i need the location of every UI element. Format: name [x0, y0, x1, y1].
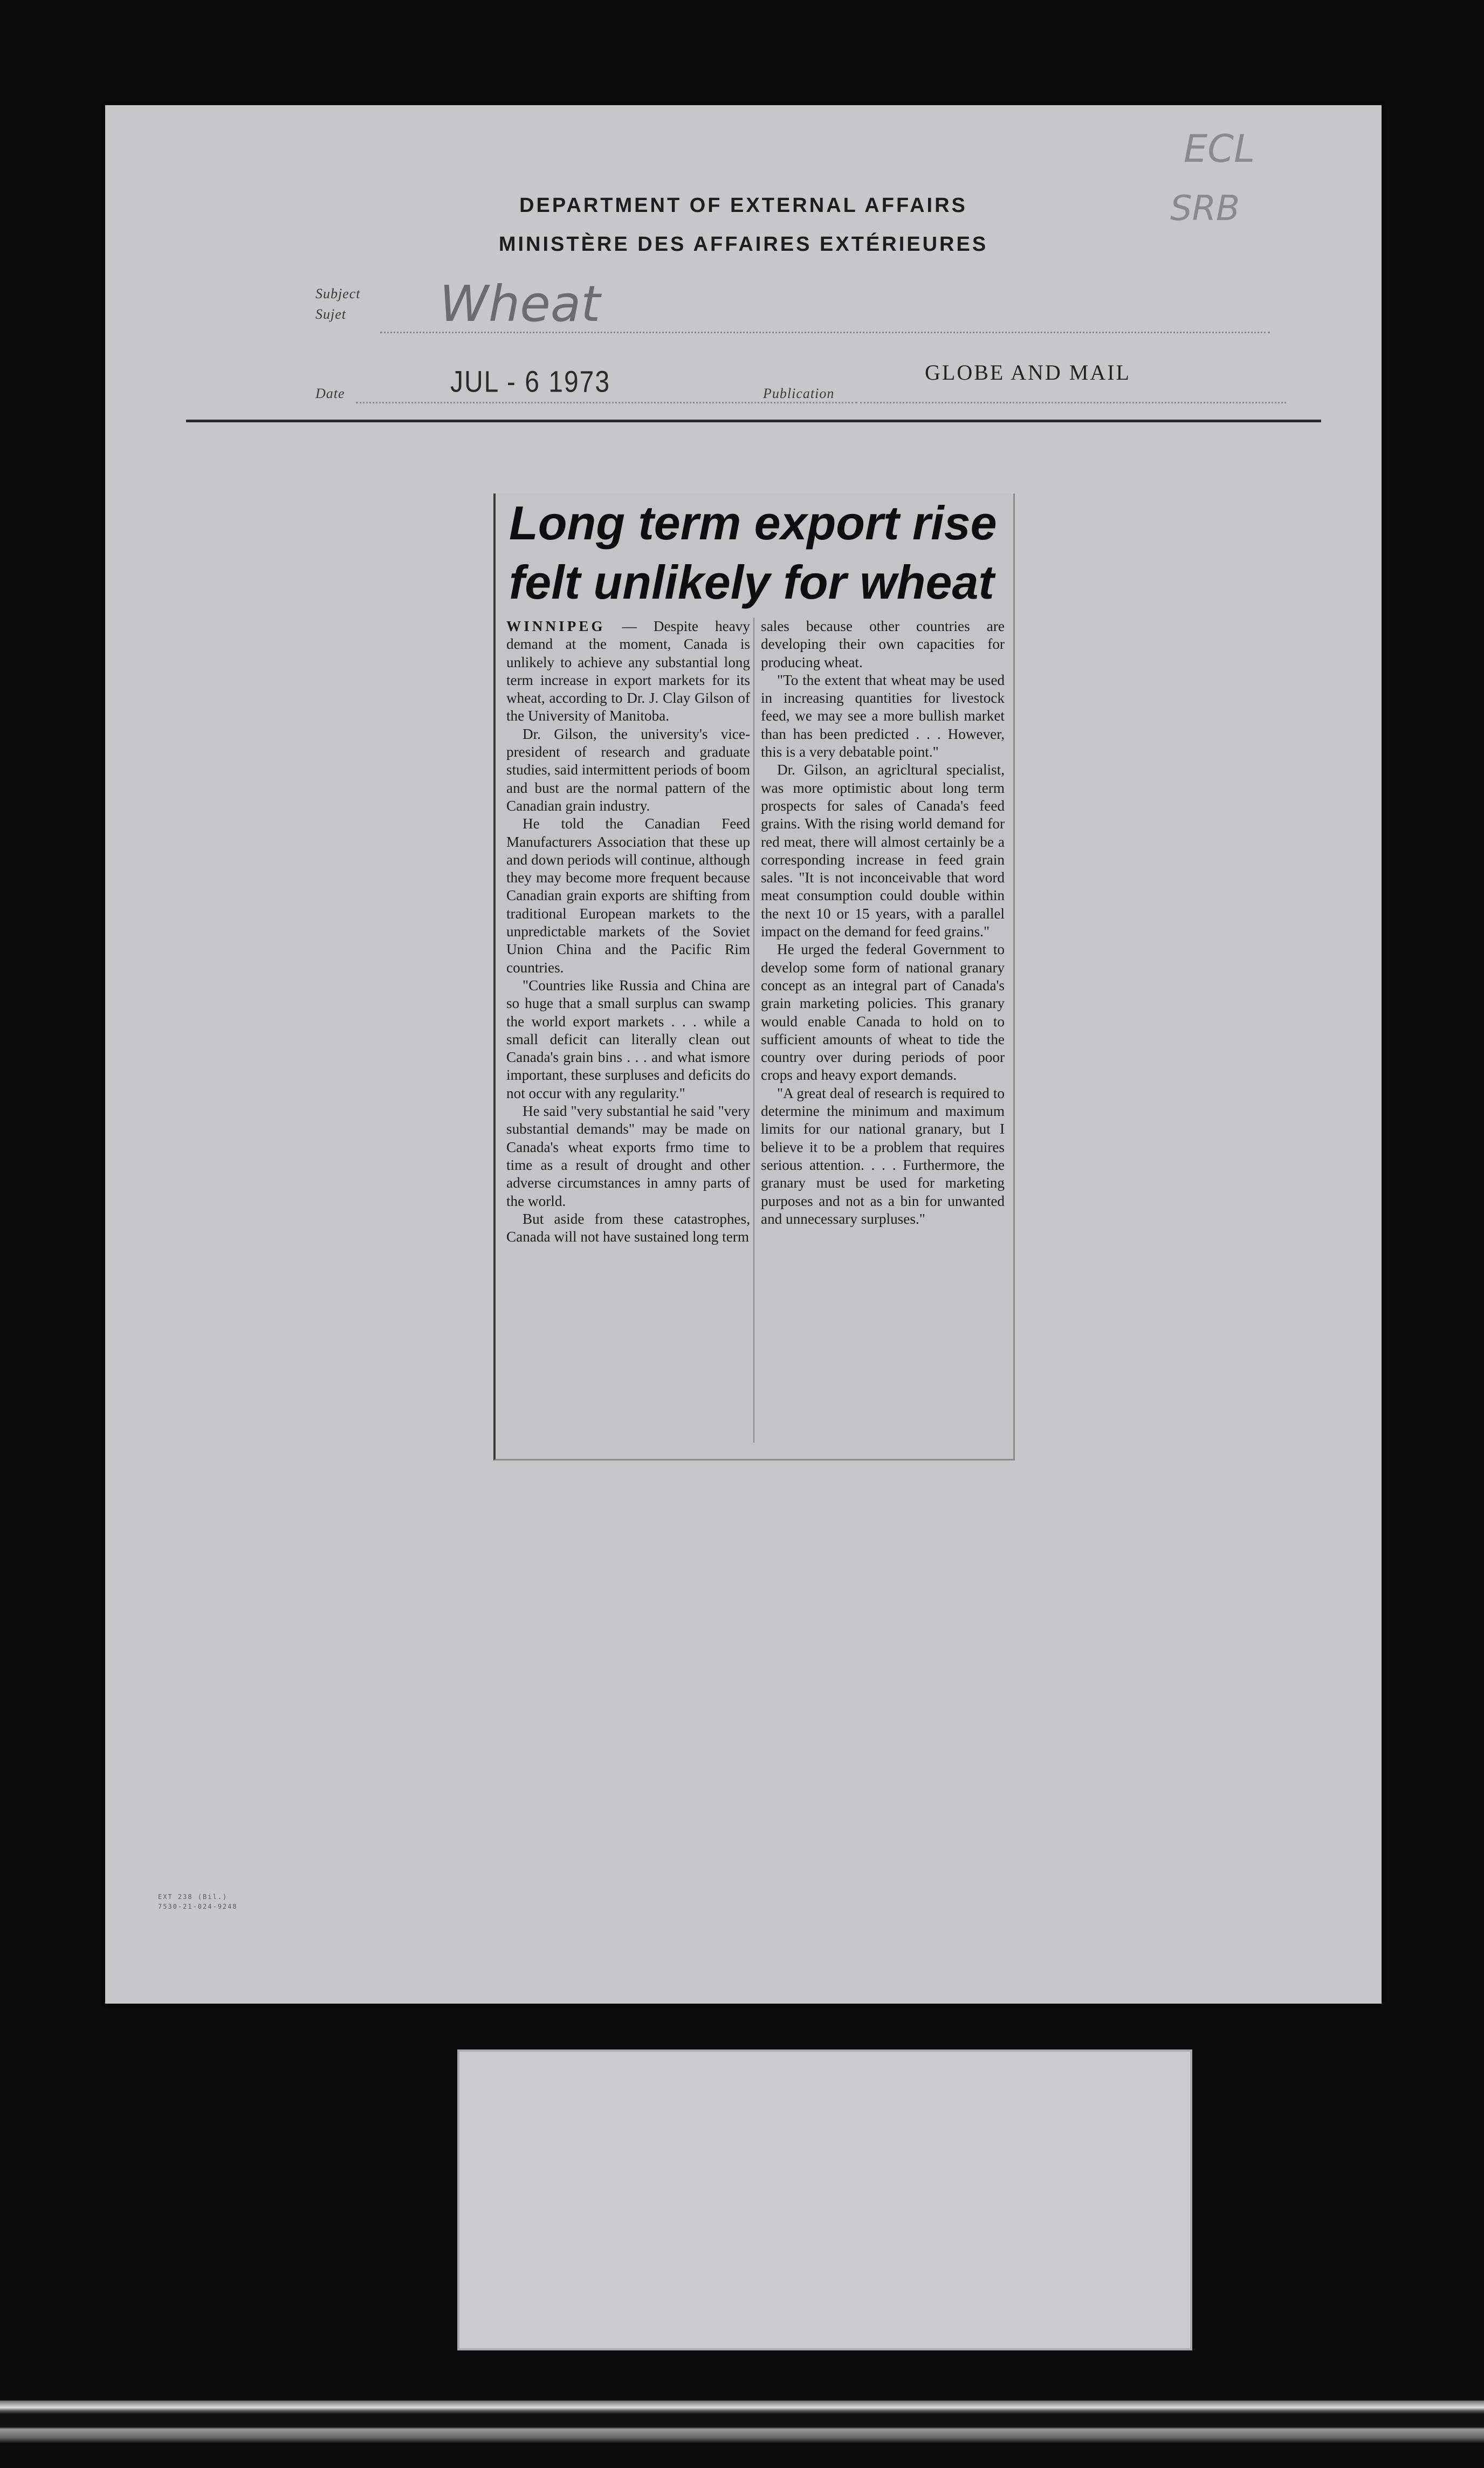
- film-edge-strip: [0, 2389, 1484, 2468]
- headline-line-2: felt unlikely for wheat: [509, 556, 994, 609]
- blank-card: [457, 2049, 1192, 2350]
- headline-line-1: Long term export rise: [509, 496, 997, 550]
- form-code-line-2: 7530-21-024-9248: [158, 1903, 238, 1910]
- article-dateline: WINNIPEG: [506, 618, 606, 634]
- form-code-line-1: EXT 238 (Bil.): [158, 1893, 228, 1901]
- article-paragraph: He urged the federal Government to develop some form of national granary concept as an integral part of Canada's grain marketing policies. This granary would enable Canada to hold on to sufficient amounts of wheat to tide the country over during periods of poor crops and heavy export demands.: [761, 941, 1005, 1084]
- department-name-en: DEPARTMENT OF EXTERNAL AFFAIRS: [519, 194, 967, 217]
- article-column-1: [506, 618, 750, 1246]
- handwritten-note-srb: SRB: [1170, 189, 1240, 229]
- publication-stamp: GLOBE AND MAIL: [925, 360, 1131, 385]
- publication-label: Publication: [763, 386, 835, 401]
- article-paragraph: [506, 618, 750, 725]
- subject-label-fr: Sujet: [315, 306, 346, 322]
- department-name-fr: MINISTÈRE DES AFFAIRES EXTÉRIEURES: [498, 233, 988, 256]
- article-paragraph: He said "very substantial he said "very substantial demands" may be made on Canada's wheat exports frmo time to time as a result of drought and other adverse circumstances in amny parts of the world.: [506, 1103, 750, 1209]
- date-stamp: JUL - 6 1973: [450, 366, 611, 399]
- handwritten-subject: Wheat: [439, 275, 601, 333]
- article-paragraph: But aside from these catastrophes, Canada will not have sustained long term: [506, 1210, 750, 1245]
- header-rule: [186, 420, 1321, 422]
- article-paragraph: "A great deal of research is required to determine the minimum and maximum limits for our national granary, but I believe it to be a problem that requires serious attention. . . . Furthermore, the granary must be used for marketing purposes and not as a bin for unwanted and unnecessary surpluses.": [761, 1085, 1005, 1227]
- handwritten-note-ecl: ECL: [1184, 127, 1255, 171]
- article-paragraph: sales because other countries are developing their own capacities for producing wheat.: [761, 618, 1005, 670]
- article-paragraph: "To the extent that wheat may be used in increasing quantities for livestock feed, we may see a more bullish market than has been predicted . . . However, this is a very debatable point.": [761, 671, 1005, 760]
- article-paragraph: Dr. Gilson, the university's vice-president of research and graduate studies, said intermittent periods of boom and bust are the normal pattern of the Canadian grain industry.: [506, 725, 750, 814]
- article-headline: [509, 493, 1011, 612]
- date-label: Date: [315, 386, 345, 401]
- article-lead: — Despite heavy demand at the moment, Canada is unlikely to achieve any substantial long term increase in export markets for its wheat, according to Dr. J. Clay Gilson of the University of Manitoba.: [506, 618, 750, 724]
- clipping-sheet: [105, 105, 1382, 2004]
- newspaper-clipping: [493, 493, 1015, 1461]
- article-paragraph: He told the Canadian Feed Manufacturers Association that these up and down periods will continue, although they may become more frequent because Canadian grain exports are shifting from traditional European markets to the unpredictable markets of the Soviet Union China and the Pacific Rim countries.: [506, 815, 750, 976]
- date-line: [356, 402, 857, 403]
- article-column-2: [761, 618, 1005, 1228]
- subject-line: [380, 332, 1270, 333]
- publication-line: [860, 402, 1286, 403]
- article-paragraph: "Countries like Russia and China are so huge that a small surplus can swamp the world export markets . . . while a small deficit can literally clean out Canada's grain bins . . . and what ismore important, these surpluses and deficits do not occur with any regularity.": [506, 977, 750, 1101]
- article-paragraph: Dr. Gilson, an agricltural specialist, was more optimistic about long term prospects for sales of Canada's feed grains. With the rising world demand for red meat, there will almost certainly be a corresponding increase in feed grain sales. "It is not inconceivable that word meat consumption could double within the next 10 or 15 years, with a parallel impact on the demand for feed grains.": [761, 762, 1005, 940]
- subject-label-en: Subject: [315, 286, 361, 301]
- column-divider: [753, 618, 754, 1443]
- form-code: [158, 1892, 238, 1911]
